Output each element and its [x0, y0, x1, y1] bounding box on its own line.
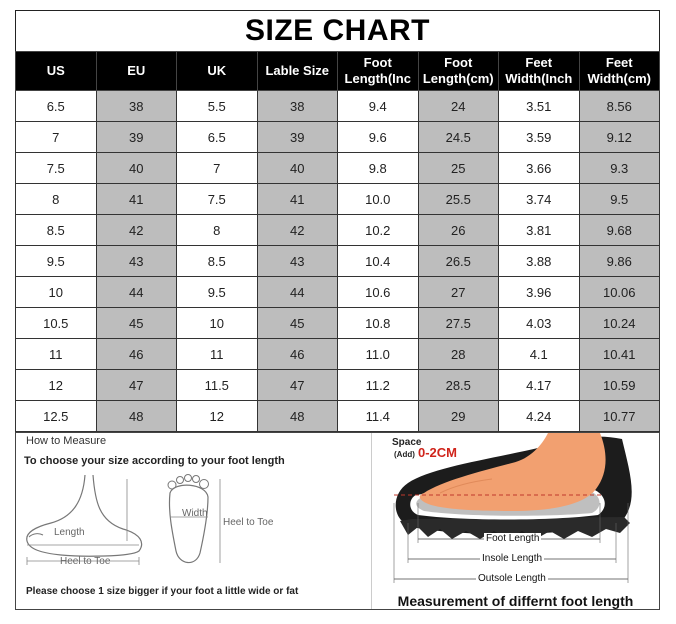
- table-cell: 3.66: [499, 153, 580, 184]
- insole-length-label: Insole Length: [482, 553, 543, 564]
- choose-size-instruction: To choose your size according to your foot length: [24, 455, 285, 467]
- measurement-caption: Measurement of differnt foot length: [397, 593, 634, 609]
- table-cell: 10.59: [579, 370, 660, 401]
- table-cell: 11.4: [338, 401, 419, 432]
- table-cell: 25: [418, 153, 499, 184]
- table-cell: 45: [257, 308, 338, 339]
- foot-length-label: Foot Length: [486, 533, 540, 544]
- table-row: [16, 153, 660, 184]
- table-cell: 3.74: [499, 184, 580, 215]
- table-cell: 8.5: [177, 246, 258, 277]
- table-cell: 10: [177, 308, 258, 339]
- table-cell: 24.5: [418, 122, 499, 153]
- table-cell: 10.06: [579, 277, 660, 308]
- table-cell: 4.17: [499, 370, 580, 401]
- column-header: Foot Length(Inc: [338, 52, 419, 91]
- table-cell: 7: [16, 122, 97, 153]
- table-cell: 3.81: [499, 215, 580, 246]
- space-label: Space: [392, 437, 422, 448]
- chart-title: SIZE CHART: [15, 10, 660, 51]
- table-cell: 46: [257, 339, 338, 370]
- table-cell: 12: [177, 401, 258, 432]
- column-header: Lable Size: [257, 52, 338, 91]
- table-cell: 3.59: [499, 122, 580, 153]
- table-cell: 9.68: [579, 215, 660, 246]
- table-row: [16, 215, 660, 246]
- table-cell: 28: [418, 339, 499, 370]
- table-cell: 46: [96, 339, 177, 370]
- table-row: [16, 246, 660, 277]
- table-cell: 48: [257, 401, 338, 432]
- table-cell: 3.96: [499, 277, 580, 308]
- table-cell: 8.5: [16, 215, 97, 246]
- table-cell: 45: [96, 308, 177, 339]
- width-label: Width: [182, 508, 208, 519]
- table-cell: 10.6: [338, 277, 419, 308]
- table-cell: 43: [257, 246, 338, 277]
- size-note: Please choose 1 size bigger if your foot a little wide or fat: [26, 586, 299, 597]
- column-header: Foot Length(cm): [418, 52, 499, 91]
- table-cell: 42: [257, 215, 338, 246]
- table-cell: 10.4: [338, 246, 419, 277]
- table-row: [16, 277, 660, 308]
- table-cell: 26: [418, 215, 499, 246]
- table-cell: 11: [16, 339, 97, 370]
- table-cell: 24: [418, 91, 499, 122]
- shoe-cross-section-illustration: [372, 433, 659, 593]
- table-cell: 9.6: [338, 122, 419, 153]
- column-header: Feet Width(cm): [579, 52, 660, 91]
- table-cell: 10.2: [338, 215, 419, 246]
- table-cell: 11.5: [177, 370, 258, 401]
- table-cell: 26.5: [418, 246, 499, 277]
- add-label: (Add): [394, 450, 415, 459]
- table-cell: 6.5: [16, 91, 97, 122]
- table-cell: 41: [257, 184, 338, 215]
- column-header: US: [16, 52, 97, 91]
- table-cell: 10.41: [579, 339, 660, 370]
- table-cell: 12: [16, 370, 97, 401]
- table-row: [16, 91, 660, 122]
- table-cell: 4.03: [499, 308, 580, 339]
- table-cell: 9.5: [579, 184, 660, 215]
- table-cell: 10.8: [338, 308, 419, 339]
- table-cell: 11.0: [338, 339, 419, 370]
- table-cell: 10.24: [579, 308, 660, 339]
- table-cell: 38: [257, 91, 338, 122]
- table-cell: 10.0: [338, 184, 419, 215]
- table-cell: 10: [16, 277, 97, 308]
- table-cell: 27: [418, 277, 499, 308]
- table-cell: 4.24: [499, 401, 580, 432]
- table-cell: 40: [257, 153, 338, 184]
- table-cell: 9.4: [338, 91, 419, 122]
- table-cell: 7: [177, 153, 258, 184]
- outsole-length-label: Outsole Length: [478, 573, 546, 584]
- column-header: UK: [177, 52, 258, 91]
- measurement-section: [15, 432, 660, 610]
- table-row: [16, 308, 660, 339]
- table-row: [16, 370, 660, 401]
- heel-to-toe-side-label: Heel to Toe: [223, 517, 274, 528]
- table-body: [16, 91, 660, 432]
- table-row: [16, 122, 660, 153]
- size-table: [15, 51, 660, 432]
- table-cell: 3.51: [499, 91, 580, 122]
- heel-to-toe-label: Heel to Toe: [60, 556, 111, 567]
- table-cell: 47: [96, 370, 177, 401]
- table-cell: 7.5: [177, 184, 258, 215]
- space-value: 0-2CM: [418, 445, 458, 460]
- table-cell: 8.56: [579, 91, 660, 122]
- table-cell: 39: [257, 122, 338, 153]
- table-cell: 9.12: [579, 122, 660, 153]
- table-cell: 25.5: [418, 184, 499, 215]
- table-cell: 40: [96, 153, 177, 184]
- table-cell: 28.5: [418, 370, 499, 401]
- column-header: Feet Width(Inch: [499, 52, 580, 91]
- length-label: Length: [54, 527, 85, 538]
- table-cell: 3.88: [499, 246, 580, 277]
- table-cell: 5.5: [177, 91, 258, 122]
- table-cell: 9.86: [579, 246, 660, 277]
- table-cell: 39: [96, 122, 177, 153]
- table-cell: 12.5: [16, 401, 97, 432]
- table-row: [16, 401, 660, 432]
- table-cell: 9.3: [579, 153, 660, 184]
- table-cell: 44: [96, 277, 177, 308]
- table-cell: 42: [96, 215, 177, 246]
- table-cell: 43: [96, 246, 177, 277]
- table-cell: 27.5: [418, 308, 499, 339]
- table-cell: 7.5: [16, 153, 97, 184]
- table-row: [16, 339, 660, 370]
- table-cell: 8: [177, 215, 258, 246]
- table-cell: 6.5: [177, 122, 258, 153]
- column-header: EU: [96, 52, 177, 91]
- table-cell: 10.77: [579, 401, 660, 432]
- table-cell: 8: [16, 184, 97, 215]
- how-to-measure-panel: [16, 433, 372, 609]
- table-cell: 47: [257, 370, 338, 401]
- foot-sole-illustration: [156, 471, 226, 571]
- table-cell: 9.5: [16, 246, 97, 277]
- table-cell: 29: [418, 401, 499, 432]
- table-cell: 48: [96, 401, 177, 432]
- table-row: [16, 184, 660, 215]
- table-cell: 41: [96, 184, 177, 215]
- table-cell: 11: [177, 339, 258, 370]
- header-row: [16, 52, 660, 91]
- foot-length-panel: [372, 433, 659, 609]
- table-cell: 9.5: [177, 277, 258, 308]
- table-cell: 11.2: [338, 370, 419, 401]
- how-to-measure-heading: How to Measure: [26, 435, 107, 447]
- table-cell: 38: [96, 91, 177, 122]
- table-cell: 10.5: [16, 308, 97, 339]
- table-cell: 9.8: [338, 153, 419, 184]
- table-cell: 4.1: [499, 339, 580, 370]
- table-cell: 44: [257, 277, 338, 308]
